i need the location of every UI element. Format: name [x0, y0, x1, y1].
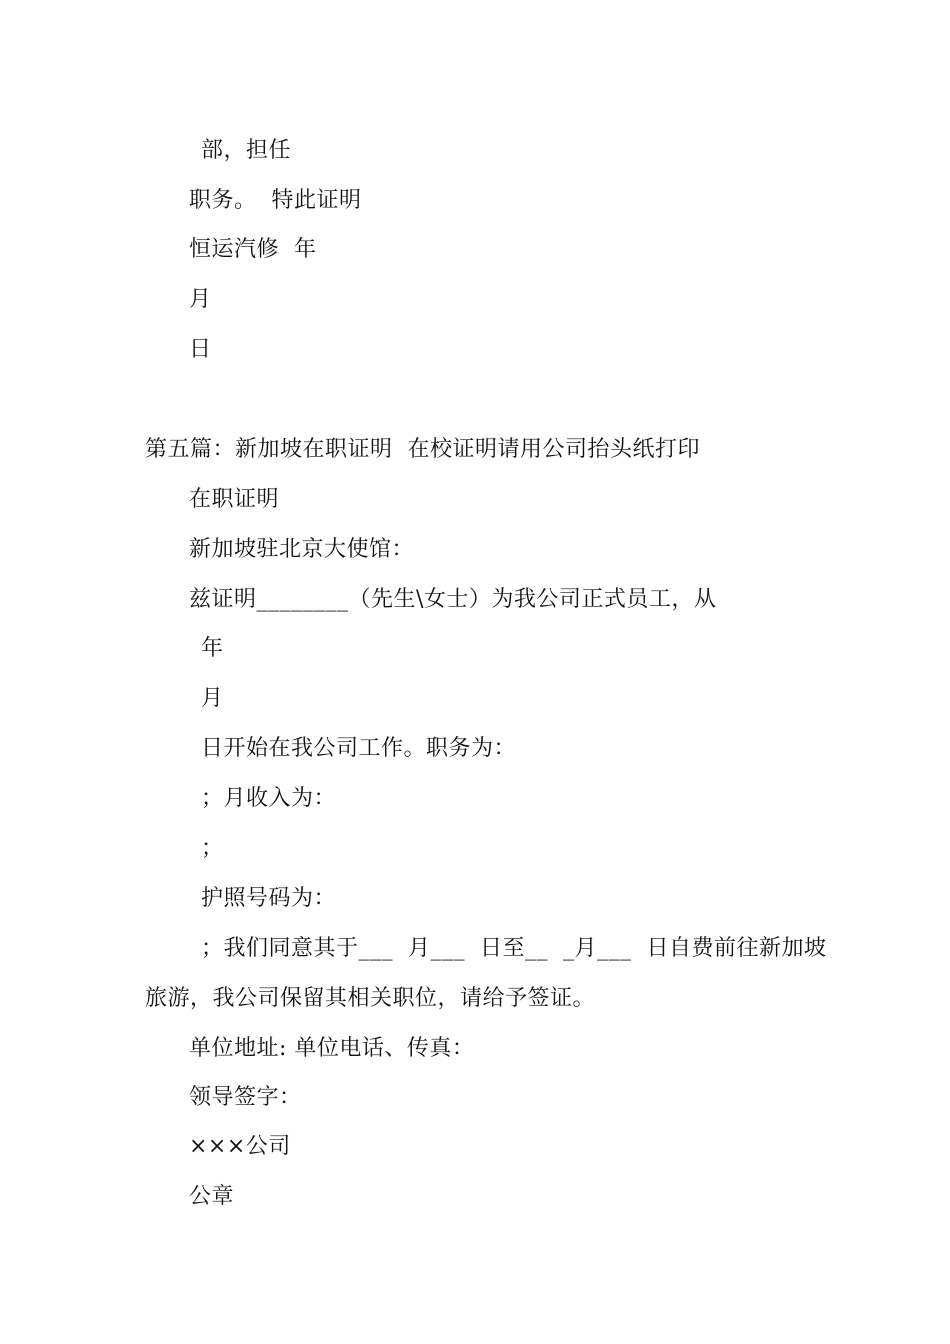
text-line: 月 [189, 287, 212, 312]
text-line: ；我们同意其于___ 月___ 日至__ _月___ 日自费前往新加坡 [201, 936, 827, 961]
text-line: 职务。 特此证明 [189, 188, 362, 213]
text-line: ； [201, 836, 224, 861]
section-heading: 第五篇：新加坡在职证明 在校证明请用公司抬头纸打印 [145, 437, 700, 462]
text-line: 兹证明________（先生\女士）为我公司正式员工，从 [189, 587, 717, 612]
text-line: 领导签字： [189, 1085, 302, 1110]
company-seal-label: 公章 [189, 1184, 235, 1209]
text-line: 月 [201, 686, 224, 711]
document-title: 在职证明 [189, 487, 280, 512]
company-name: ×××公司 [189, 1134, 291, 1159]
text-line: 旅游，我公司保留其相关职位，请给予签证。 [145, 986, 596, 1011]
text-line: 日 [189, 337, 212, 362]
text-line: 年 [201, 636, 224, 661]
text-line: 日开始在我公司工作。职务为： [201, 736, 517, 761]
text-line: 单位地址: 单位电话、传真： [189, 1036, 475, 1061]
text-line: ；月收入为： [201, 786, 337, 811]
text-line: 恒运汽修 年 [189, 237, 317, 262]
text-line: 护照号码为： [201, 886, 337, 911]
addressee: 新加坡驻北京大使馆： [189, 537, 415, 562]
text-line: 部，担任 [201, 138, 292, 163]
